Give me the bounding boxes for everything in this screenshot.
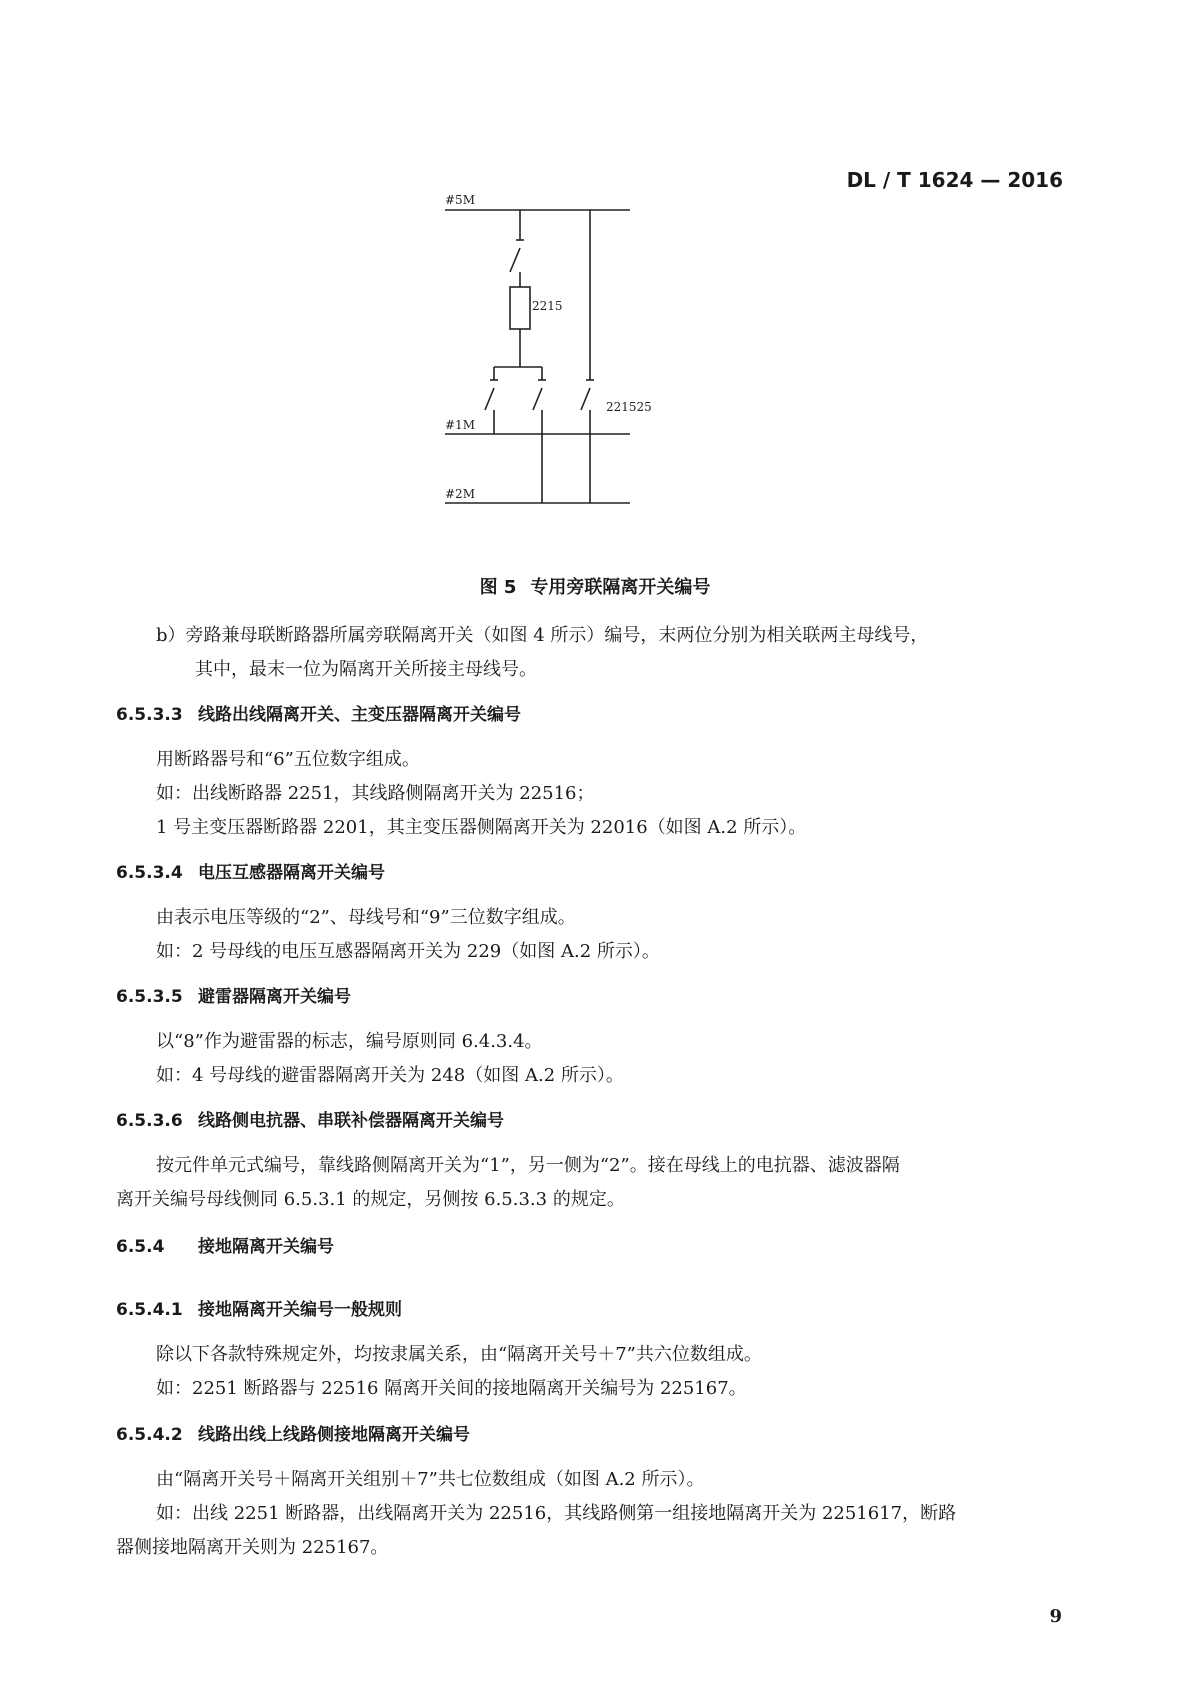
paragraph-line: 离开关编号母线侧同 6.5.3.1 的规定，另侧按 6.5.3.3 的规定。	[116, 1189, 625, 1210]
section-number: 6.5.3.6	[116, 1111, 183, 1131]
item-b-marker: b）	[156, 625, 186, 646]
section-title: 接地隔离开关编号一般规则	[198, 1300, 402, 1320]
section-title: 线路出线上线路侧接地隔离开关编号	[198, 1425, 470, 1445]
section-number: 6.5.3.4	[116, 863, 183, 883]
heading-6-5-3-6	[116, 1106, 504, 1131]
paragraph-line: 用断路器号和“6”五位数字组成。	[156, 749, 420, 770]
breaker-label: 2215	[532, 299, 563, 313]
section-title: 线路出线隔离开关、主变压器隔离开关编号	[198, 705, 521, 725]
section-number: 6.5.4	[116, 1237, 165, 1257]
section-title: 线路侧电抗器、串联补偿器隔离开关编号	[198, 1111, 504, 1131]
breaker-2215-symbol	[510, 287, 530, 329]
switch-label: 221525	[606, 400, 652, 414]
isolator-blade-top	[510, 248, 520, 272]
isolator-blade-221525	[581, 388, 590, 410]
section-number: 6.5.3.5	[116, 987, 183, 1007]
document-code: DL / T 1624 — 2016	[846, 168, 1063, 192]
bus-label-2m: #2M	[445, 487, 475, 501]
section-number: 6.5.4.2	[116, 1425, 183, 1445]
paragraph-line: 如：出线断路器 2251，其线路侧隔离开关为 22516；	[156, 783, 595, 804]
heading-6-5-4	[116, 1232, 334, 1257]
section-title: 避雷器隔离开关编号	[198, 987, 351, 1007]
section-title: 电压互感器隔离开关编号	[198, 863, 385, 883]
figure-caption	[0, 573, 1190, 599]
section-number: 6.5.4.1	[116, 1300, 183, 1320]
paragraph-line: 按元件单元式编号，靠线路侧隔离开关为“1”，另一侧为“2”。接在母线上的电抗器、滤波器隔	[156, 1155, 900, 1176]
heading-6-5-3-3	[116, 700, 521, 725]
figure-number: 图 5	[479, 577, 517, 598]
paragraph-line: 如：2 号母线的电压互感器隔离开关为 229（如图 A.2 所示）。	[156, 941, 660, 962]
paragraph-line: 1 号主变压器断路器 2201，其主变压器侧隔离开关为 22016（如图 A.2 所示）。	[156, 817, 807, 838]
paragraph-line: 除以下各款特殊规定外，均按隶属关系，由“隔离开关号＋7”共六位数组成。	[156, 1344, 762, 1365]
bus-label-5m: #5M	[445, 193, 475, 207]
paragraph-line: 由“隔离开关号＋隔离开关组别＋7”共七位数组成（如图 A.2 所示）。	[156, 1469, 705, 1490]
item-b	[156, 621, 928, 647]
heading-6-5-3-4	[116, 858, 385, 883]
isolator-blade-1m	[485, 388, 494, 410]
paragraph-line: 如：4 号母线的避雷器隔离开关为 248（如图 A.2 所示）。	[156, 1065, 624, 1086]
section-title: 接地隔离开关编号	[198, 1237, 334, 1257]
isolator-blade-2m	[533, 388, 542, 410]
paragraph-line: 由表示电压等级的“2”、母线号和“9”三位数字组成。	[156, 907, 576, 928]
section-number: 6.5.3.3	[116, 705, 183, 725]
paragraph-line: 以“8”作为避雷器的标志，编号原则同 6.4.3.4。	[156, 1031, 543, 1052]
paragraph-line: 如：2251 断路器与 22516 隔离开关间的接地隔离开关编号为 225167。	[156, 1378, 747, 1399]
figure-title: 专用旁联隔离开关编号	[530, 577, 711, 598]
paragraph-line: 如：出线 2251 断路器，出线隔离开关为 22516，其线路侧第一组接地隔离开关为 2251617，断路	[156, 1503, 957, 1524]
item-b-line-1: 旁路兼母联断路器所属旁联隔离开关（如图 4 所示）编号，末两位分别为相关联两主母线号，	[185, 625, 929, 646]
bus-label-1m: #1M	[445, 418, 475, 432]
paragraph-line: 器侧接地隔离开关则为 225167。	[116, 1537, 389, 1558]
heading-6-5-3-5	[116, 982, 351, 1007]
page-number: 9	[1049, 1606, 1062, 1627]
bypass-switch-diagram	[430, 193, 652, 515]
heading-6-5-4-1	[116, 1295, 402, 1320]
heading-6-5-4-2	[116, 1420, 470, 1445]
item-b-line-2: 其中，最末一位为隔离开关所接主母线号。	[195, 659, 537, 680]
